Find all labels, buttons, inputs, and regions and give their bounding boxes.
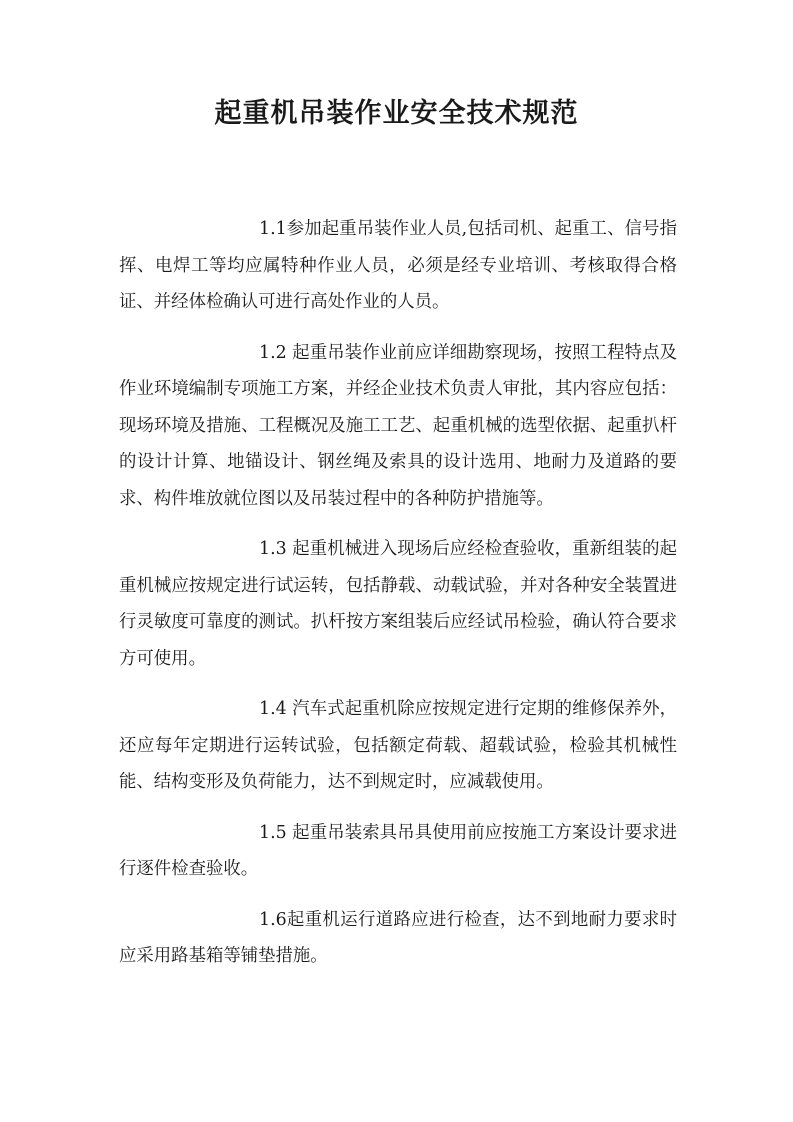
document-body [119, 211, 677, 989]
paragraph-1-5: 1.5 起重吊装索具吊具使用前应按施工方案设计要求进行逐件检查验收。 [119, 822, 677, 879]
paragraph-1-4: 1.4 汽车式起重机除应按规定进行定期的维修保养外，还应每年定期进行运转试验，包括额定荷载、超载试验，检验其机械性能、结构变形及负荷能力，达不到规定时，应减载使用。 [119, 699, 677, 792]
paragraph-1-1: 1.1参加起重吊装作业人员,包括司机、起重工、信号指挥、电焊工等均应属特种作业人员，必须是经专业培训、考核取得合格证、并经体检确认可进行高处作业的人员。 [119, 219, 677, 312]
document-title: 起重机吊装作业安全技术规范 [214, 98, 579, 129]
paragraph-1-2: 1.2 起重吊装作业前应详细勘察现场，按照工程特点及作业环境编制专项施工方案，并经企业技术负责人审批，其内容应包括：现场环境及措施、工程概况及施工工艺、起重机械的选型依据、起重扒杆的设计计算、地锚设计、钢丝绳及索具的设计选用、地耐力及道路的要求、构件堆放就位图以及吊装过程中的各种防护措施等。 [119, 342, 677, 509]
paragraph-1-3: 1.3 起重机械进入现场后应经检查验收，重新组装的起重机械应按规定进行试运转，包括静载、动载试验，并对各种安全装置进行灵敏度可靠度的测试。扒杆按方案组装后应经试吊检验，确认符合要求方可使用。 [119, 539, 677, 669]
paragraph-1-6: 1.6起重机运行道路应进行检查，达不到地耐力要求时应采用路基箱等铺垫措施。 [119, 909, 677, 966]
